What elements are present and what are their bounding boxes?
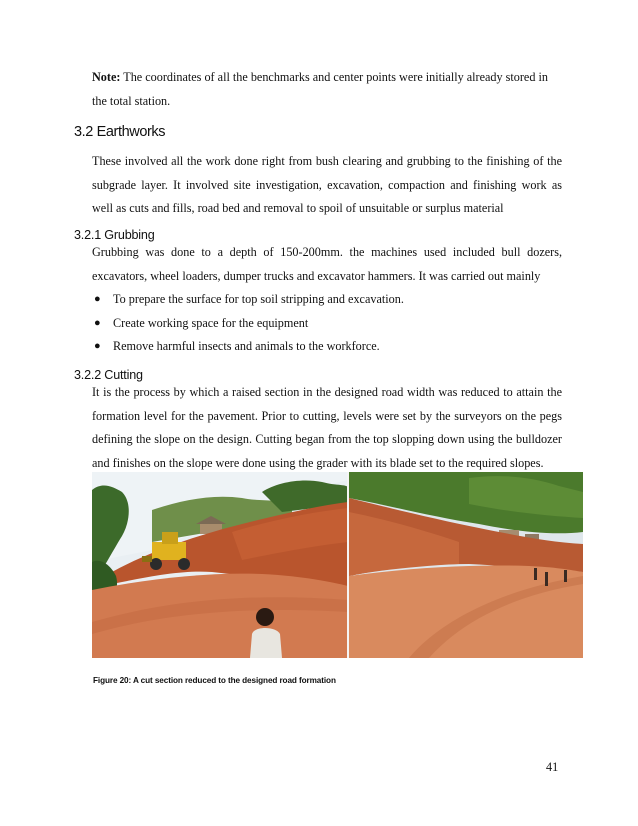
bullet-icon: ● — [94, 293, 101, 305]
cutting-line: defining the slope on the design. Cutting began from the top slopping down using the bulldozer — [92, 432, 562, 446]
cutting-line: formation level for the pavement. Prior to cutting, levels were set by the surveyors on the pegs — [92, 408, 562, 423]
bullet-icon: ● — [94, 316, 101, 329]
cutting-line: and finishes on the slope were done using the grader with its blade set to the required slopes. — [92, 455, 544, 470]
figure-caption: Figure 20: A cut section reduced to the designed road formation — [93, 676, 336, 685]
right-photo — [349, 472, 583, 658]
section-heading-earthworks: 3.2 Earthworks — [74, 124, 166, 140]
list-item — [92, 288, 562, 312]
note-paragraph — [92, 66, 562, 113]
left-photo — [92, 472, 348, 658]
page-number: 41 — [546, 760, 559, 774]
bullet-icon: ● — [94, 340, 101, 352]
earthworks-line: subgrade layer. It involved site investigation, excavation, compaction and finishing work as — [92, 177, 562, 192]
subsection-heading-cutting: 3.2.2 Cutting — [74, 368, 143, 382]
note-label: Note: — [92, 70, 121, 84]
earthworks-line: well as cuts and fills, road bed and removal to spoil of unsuitable or surplus material — [92, 201, 504, 215]
earthworks-paragraph — [92, 150, 562, 221]
note-line-2: the total station. — [92, 93, 171, 108]
cutting-line: It is the process by which a raised section in the designed road width was reduced to attain the — [92, 385, 562, 399]
subsection-heading-grubbing: 3.2.1 Grubbing — [74, 228, 155, 242]
list-item — [92, 312, 562, 336]
grubbing-paragraph — [92, 241, 562, 288]
bullet-text: Create working space for the equipment — [113, 315, 309, 330]
note-line-1 — [92, 66, 562, 90]
grubbing-line: Grubbing was done to a depth of 150-200mm. the machines used included bull dozers, — [92, 245, 562, 259]
grubbing-line: excavators, wheel loaders, dumper trucks and excavator hammers. It was carried out mainly — [92, 268, 541, 283]
earthworks-line: These involved all the work done right from bush clearing and grubbing to the finishing of the — [92, 154, 562, 168]
list-item — [92, 335, 562, 359]
grubbing-bullet-list — [92, 288, 562, 359]
bullet-text: Remove harmful insects and animals to the workforce. — [113, 339, 380, 353]
cutting-paragraph — [92, 381, 562, 475]
note-text: The coordinates of all the benchmarks and center points were initially already stored in — [120, 70, 548, 84]
road-cut-photo — [92, 472, 583, 658]
bullet-text: To prepare the surface for top soil stripping and excavation. — [113, 292, 404, 306]
